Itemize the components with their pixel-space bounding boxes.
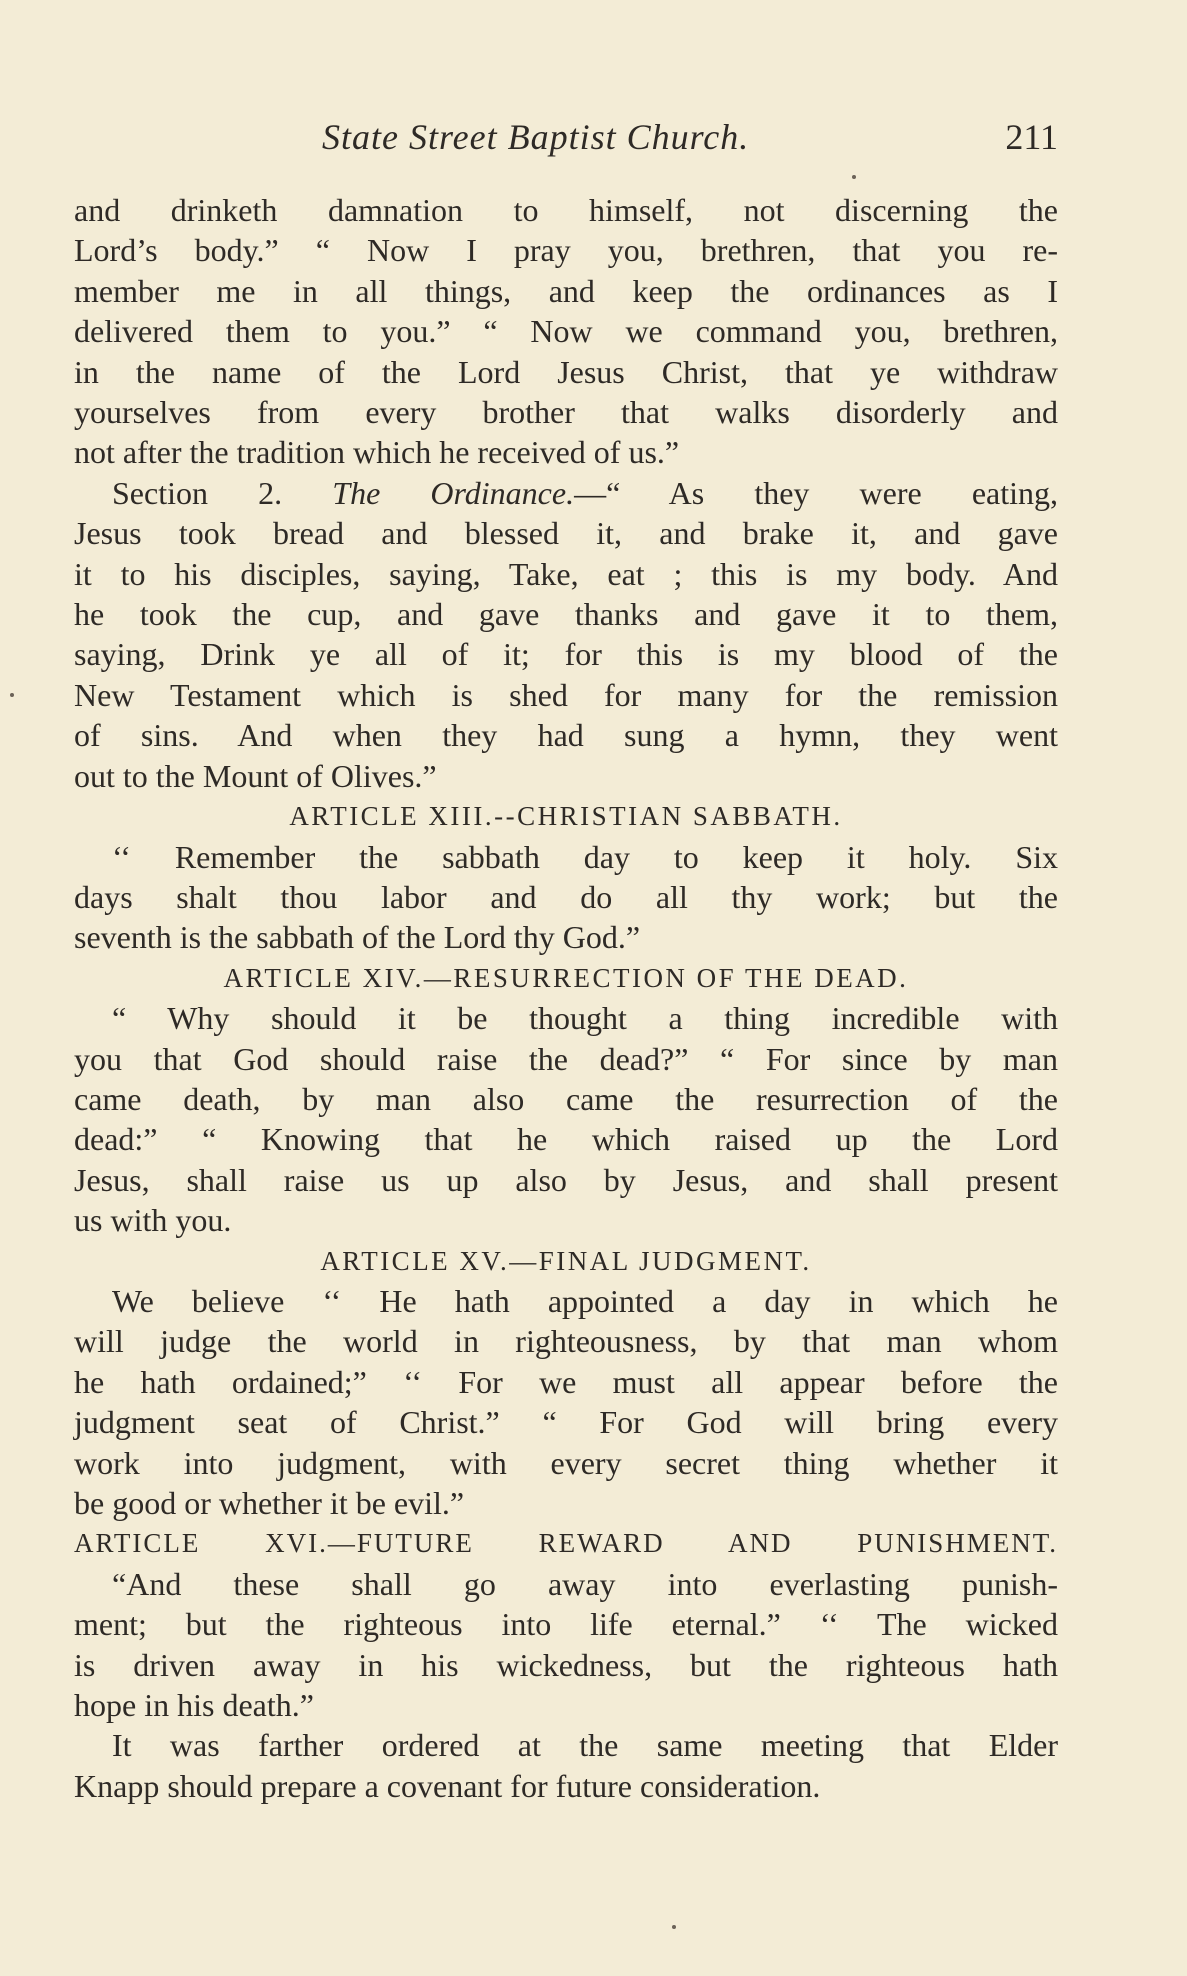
text-line: hope in his death.” bbox=[74, 1687, 314, 1724]
text-line: us with you. bbox=[74, 1202, 232, 1239]
article-heading: ARTICLE XV.—FINAL JUDGMENT. bbox=[320, 1245, 812, 1276]
text-line: dead:” “ Knowing that he which raised up the Lord bbox=[74, 1121, 1058, 1158]
text-line: yourselves from every brother that walks disorderly and bbox=[74, 394, 1058, 431]
text-line: work into judgment, with every secret thing whether it bbox=[74, 1444, 1058, 1481]
text-line: delivered them to you.” “ Now we command you, brethren, bbox=[74, 313, 1058, 350]
text-line: We believe ‘‘ He hath appointed a day in which he bbox=[112, 1282, 1058, 1319]
text-line: ment; but the righteous into life eternal.” ‘‘ The wicked bbox=[74, 1606, 1058, 1643]
text-line: seventh is the sabbath of the Lord thy God.” bbox=[74, 919, 641, 956]
text-line: Jesus, shall raise us up also by Jesus, and shall present bbox=[74, 1161, 1058, 1198]
text-line: out to the Mount of Olives.” bbox=[74, 757, 437, 794]
text-line: and drinketh damnation to himself, not discerning the bbox=[74, 192, 1058, 228]
text-line: New Testament which is shed for many for the remission bbox=[74, 676, 1058, 713]
text-line: days shalt thou labor and do all thy work; but the bbox=[74, 878, 1058, 915]
text-line: he hath ordained;” ‘‘ For we must all appear before the bbox=[74, 1363, 1058, 1400]
text-line: judgment seat of Christ.” “ For God will bring every bbox=[74, 1404, 1058, 1441]
text-line: is driven away in his wickedness, but the righteous hath bbox=[74, 1646, 1058, 1683]
page-header bbox=[74, 112, 1058, 162]
article-heading: ARTICLE XIV.—RESURRECTION OF THE DEAD. bbox=[223, 962, 909, 993]
section-label: Section 2. bbox=[112, 474, 283, 511]
print-speck bbox=[10, 693, 14, 697]
page-body bbox=[74, 190, 1058, 1806]
print-speck bbox=[672, 1925, 676, 1929]
text-line: Knapp should prepare a covenant for future consideration. bbox=[74, 1767, 821, 1804]
section-2-first-line bbox=[74, 473, 1058, 513]
text-line: of sins. And when they had sung a hymn, they went bbox=[74, 717, 1058, 754]
text-line: came death, by man also came the resurrection of the bbox=[74, 1080, 1058, 1117]
text-line: in the name of the Lord Jesus Christ, that ye withdraw bbox=[74, 353, 1058, 390]
running-title: State Street Baptist Church. bbox=[322, 117, 750, 157]
text-line: it to his disciples, saying, Take, eat ; this is my body. And bbox=[74, 555, 1058, 592]
article-heading: ARTICLE XVI.—FUTURE REWARD AND PUNISHMENT. bbox=[74, 1528, 1058, 1559]
text-line: “And these shall go away into everlasting punish- bbox=[112, 1565, 1058, 1602]
text-line: It was farther ordered at the same meeting that Elder bbox=[112, 1727, 1058, 1764]
text-line: Jesus took bread and blessed it, and brake it, and gave bbox=[74, 515, 1058, 552]
section-text: —“ As they were eating, bbox=[574, 474, 1059, 511]
text-line: “ Why should it be thought a thing incredible with bbox=[112, 1000, 1058, 1037]
text-line: will judge the world in righteousness, by that man whom bbox=[74, 1323, 1058, 1360]
page-number: 211 bbox=[1005, 117, 1058, 157]
print-speck bbox=[852, 175, 856, 179]
text-line: saying, Drink ye all of it; for this is my blood of the bbox=[74, 636, 1058, 673]
text-line: ‘‘ Remember the sabbath day to keep it holy. Six bbox=[112, 838, 1058, 875]
article-heading: ARTICLE XIII.--CHRISTIAN SABBATH. bbox=[289, 801, 843, 832]
text-line: you that God should raise the dead?” “ For since by man bbox=[74, 1040, 1058, 1077]
text-line: Lord’s body.” “ Now I pray you, brethren, that you re- bbox=[74, 232, 1058, 269]
text-line: he took the cup, and gave thanks and gave it to them, bbox=[74, 596, 1058, 633]
text-line: not after the tradition which he received of us.” bbox=[74, 434, 680, 471]
text-line: be good or whether it be evil.” bbox=[74, 1485, 465, 1521]
text-line: member me in all things, and keep the ordinances as I bbox=[74, 272, 1058, 309]
section-title: The Ordinance. bbox=[332, 474, 575, 511]
